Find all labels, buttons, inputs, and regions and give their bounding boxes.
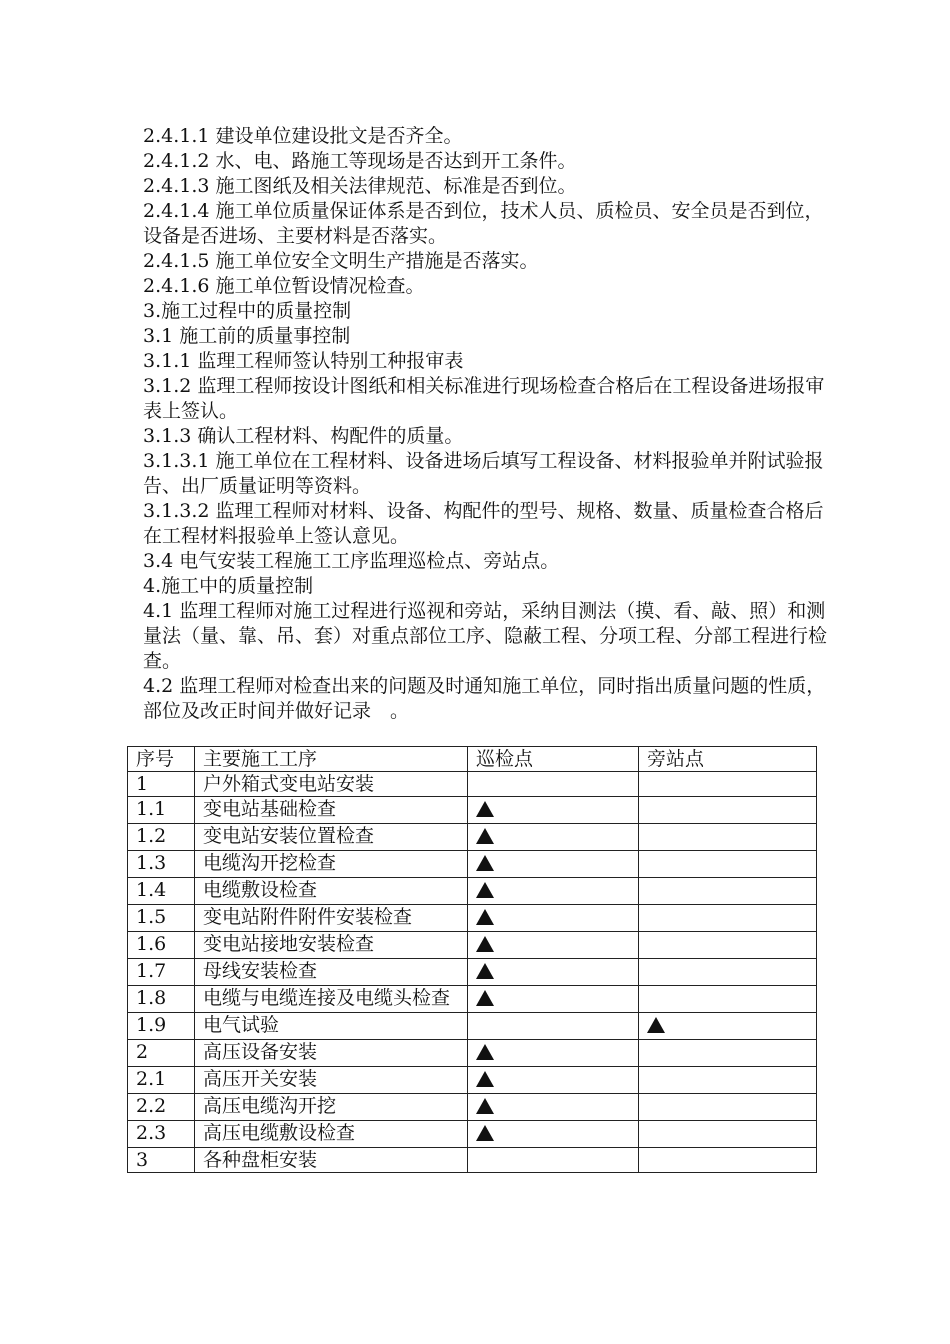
triangle-mark-icon xyxy=(476,963,494,979)
row-number: 1.4 xyxy=(128,878,195,905)
table-row xyxy=(128,772,817,797)
row-number: 2.2 xyxy=(128,1094,195,1121)
table-row xyxy=(128,797,817,824)
patrol-point-cell xyxy=(468,1148,639,1173)
process-name: 高压开关安装 xyxy=(195,1067,468,1094)
process-name: 各种盘柜安装 xyxy=(195,1148,468,1173)
row-number: 1.8 xyxy=(128,986,195,1013)
patrol-point-cell xyxy=(468,1067,639,1094)
paragraph: 3.1 施工前的质量事控制 xyxy=(143,325,351,347)
patrol-point-cell xyxy=(468,1094,639,1121)
side-station-point-cell xyxy=(639,1148,817,1173)
patrol-point-cell xyxy=(468,797,639,824)
row-number: 1.7 xyxy=(128,959,195,986)
body-text xyxy=(143,124,833,724)
table-row xyxy=(128,1121,817,1148)
table-row xyxy=(128,851,817,878)
triangle-mark-icon xyxy=(476,1071,494,1087)
patrol-point-cell xyxy=(468,905,639,932)
table-header-row xyxy=(128,747,817,772)
side-station-point-cell xyxy=(639,905,817,932)
process-name: 户外箱式变电站安装 xyxy=(195,772,468,797)
paragraph: 2.4.1.5 施工单位安全文明生产措施是否落实。 xyxy=(143,250,539,272)
row-number: 2.3 xyxy=(128,1121,195,1148)
paragraph: 2.4.1.3 施工图纸及相关法律规范、标准是否到位。 xyxy=(143,175,577,197)
paragraph: 2.4.1.2 水、电、路施工等现场是否达到开工条件。 xyxy=(143,150,577,172)
paragraph: 3.1.3 确认工程材料、构配件的质量。 xyxy=(143,425,464,447)
row-number: 3 xyxy=(128,1148,195,1173)
row-number: 2.1 xyxy=(128,1067,195,1094)
process-name: 高压设备安装 xyxy=(195,1040,468,1067)
side-station-point-cell xyxy=(639,1040,817,1067)
table-row xyxy=(128,878,817,905)
paragraph: 3.1.3.2 监理工程师对材料、设备、构配件的型号、规格、数量、质量检查合格后在工程材料报验单上签认意见。 xyxy=(143,500,824,547)
patrol-point-cell xyxy=(468,959,639,986)
side-station-point-cell xyxy=(639,1121,817,1148)
process-name: 高压电缆沟开挖 xyxy=(195,1094,468,1121)
patrol-point-cell xyxy=(468,932,639,959)
triangle-mark-icon xyxy=(476,882,494,898)
table-row xyxy=(128,959,817,986)
triangle-mark-icon xyxy=(476,801,494,817)
side-station-point-cell xyxy=(639,1067,817,1094)
triangle-mark-icon xyxy=(476,909,494,925)
process-name: 母线安装检查 xyxy=(195,959,468,986)
side-station-point-cell xyxy=(639,1013,817,1040)
triangle-mark-icon xyxy=(476,936,494,952)
paragraph: 2.4.1.1 建设单位建设批文是否齐全。 xyxy=(143,125,463,147)
row-number: 1 xyxy=(128,772,195,797)
side-station-point-cell xyxy=(639,824,817,851)
row-number: 1.5 xyxy=(128,905,195,932)
paragraph: 3.1.1 监理工程师签认特别工种报审表 xyxy=(143,350,464,372)
process-name: 变电站基础检查 xyxy=(195,797,468,824)
table-row xyxy=(128,986,817,1013)
process-name: 变电站附件附件安装检查 xyxy=(195,905,468,932)
side-station-point-cell xyxy=(639,772,817,797)
row-number: 2 xyxy=(128,1040,195,1067)
patrol-point-cell xyxy=(468,772,639,797)
patrol-point-cell xyxy=(468,986,639,1013)
header-side-station-point: 旁站点 xyxy=(639,747,817,772)
table-row xyxy=(128,1067,817,1094)
table-row xyxy=(128,1040,817,1067)
table-row xyxy=(128,905,817,932)
header-process: 主要施工工序 xyxy=(195,747,468,772)
table-row xyxy=(128,824,817,851)
paragraph: 3.1.3.1 施工单位在工程材料、设备进场后填写工程设备、材料报验单并附试验报告、出厂质量证明等资料。 xyxy=(143,450,824,497)
patrol-point-cell xyxy=(468,851,639,878)
triangle-mark-icon xyxy=(476,855,494,871)
paragraph: 4.施工中的质量控制 xyxy=(143,575,314,597)
process-name: 电缆与电缆连接及电缆头检查 xyxy=(195,986,468,1013)
header-no: 序号 xyxy=(128,747,195,772)
side-station-point-cell xyxy=(639,1094,817,1121)
triangle-mark-icon xyxy=(476,828,494,844)
paragraph: 3.4 电气安装工程施工工序监理巡检点、旁站点。 xyxy=(143,550,560,572)
triangle-mark-icon xyxy=(476,990,494,1006)
side-station-point-cell xyxy=(639,959,817,986)
patrol-point-cell xyxy=(468,824,639,851)
patrol-point-cell xyxy=(468,1121,639,1148)
triangle-mark-icon xyxy=(476,1098,494,1114)
table-row xyxy=(128,1094,817,1121)
process-name: 变电站接地安装检查 xyxy=(195,932,468,959)
patrol-point-cell xyxy=(468,1040,639,1067)
side-station-point-cell xyxy=(639,878,817,905)
paragraph: 3.施工过程中的质量控制 xyxy=(143,300,352,322)
process-name: 电缆敷设检查 xyxy=(195,878,468,905)
row-number: 1.2 xyxy=(128,824,195,851)
process-name: 电缆沟开挖检查 xyxy=(195,851,468,878)
process-table xyxy=(127,746,817,1173)
patrol-point-cell xyxy=(468,1013,639,1040)
paragraph: 2.4.1.6 施工单位暂设情况检查。 xyxy=(143,275,425,297)
paragraph: 3.1.2 监理工程师按设计图纸和相关标准进行现场检查合格后在工程设备进场报审表上签认。 xyxy=(143,375,825,422)
patrol-point-cell xyxy=(468,878,639,905)
row-number: 1.3 xyxy=(128,851,195,878)
table-row xyxy=(128,932,817,959)
row-number: 1.1 xyxy=(128,797,195,824)
triangle-mark-icon xyxy=(647,1017,665,1033)
process-name: 高压电缆敷设检查 xyxy=(195,1121,468,1148)
triangle-mark-icon xyxy=(476,1125,494,1141)
paragraph: 2.4.1.4 施工单位质量保证体系是否到位，技术人员、质检员、安全员是否到位，设备是否进场、主要材料是否落实。 xyxy=(143,200,824,247)
side-station-point-cell xyxy=(639,932,817,959)
header-patrol-point: 巡检点 xyxy=(468,747,639,772)
paragraph: 4.1 监理工程师对施工过程进行巡视和旁站，采纳目测法（摸、看、敲、照）和测量法（量、靠、吊、套）对重点部位工序、隐蔽工程、分项工程、分部工程进行检查。 xyxy=(143,600,828,672)
process-name: 电气试验 xyxy=(195,1013,468,1040)
row-number: 1.6 xyxy=(128,932,195,959)
triangle-mark-icon xyxy=(476,1044,494,1060)
side-station-point-cell xyxy=(639,851,817,878)
side-station-point-cell xyxy=(639,797,817,824)
side-station-point-cell xyxy=(639,986,817,1013)
process-name: 变电站安装位置检查 xyxy=(195,824,468,851)
paragraph: 4.2 监理工程师对检查出来的问题及时通知施工单位，同时指出质量问题的性质，部位及改正时间并做好记录 。 xyxy=(143,675,826,722)
row-number: 1.9 xyxy=(128,1013,195,1040)
table-row xyxy=(128,1148,817,1173)
table-row xyxy=(128,1013,817,1040)
